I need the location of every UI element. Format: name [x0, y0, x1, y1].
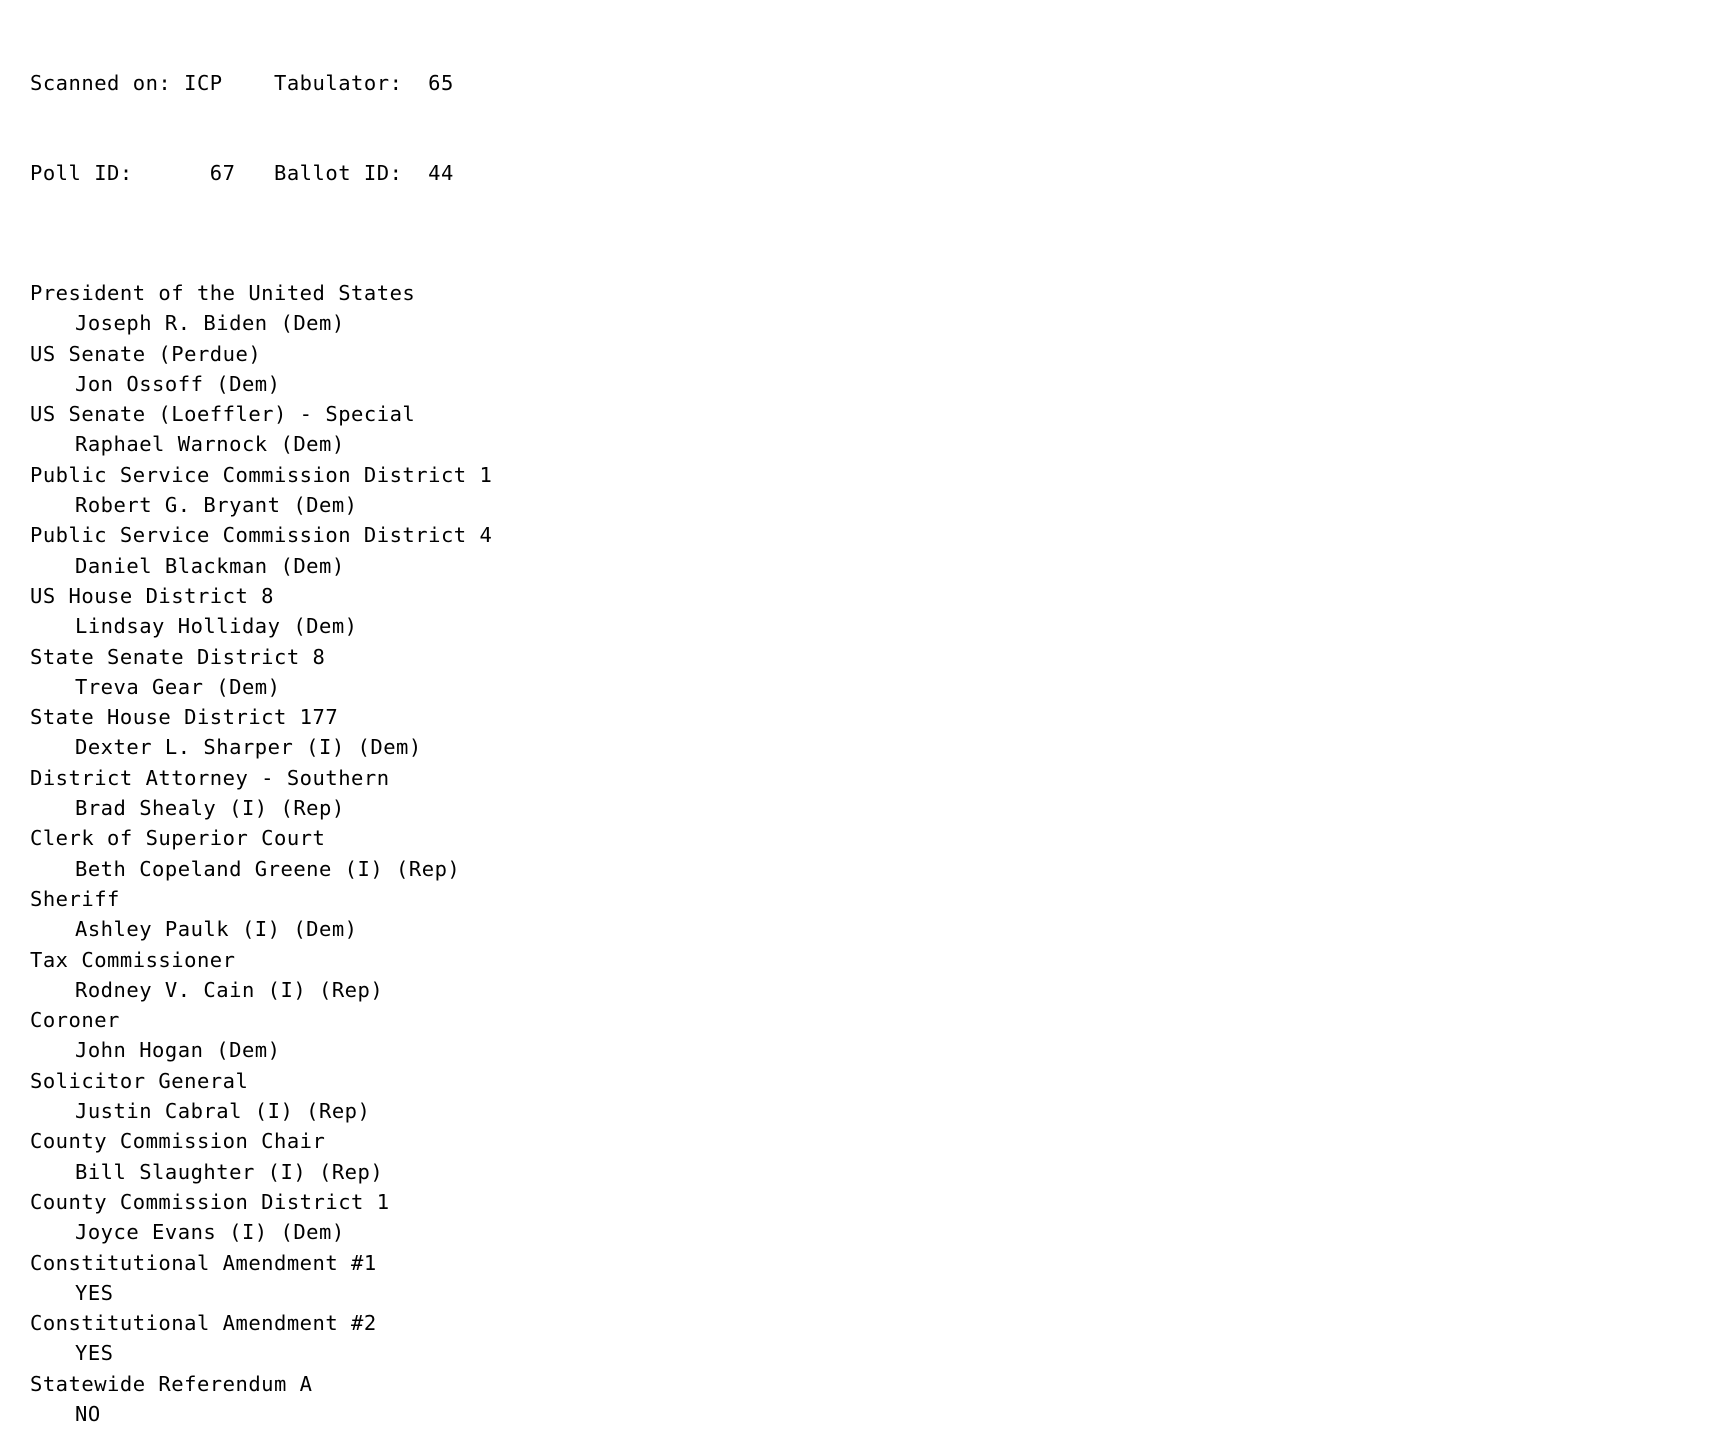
contest-choice: Lindsay Holliday (Dem) — [75, 614, 358, 639]
contest-title: Sheriff — [30, 886, 120, 911]
metadata-contests-spacer — [30, 248, 1728, 278]
contest-list — [30, 278, 1728, 1429]
contest-title: US Senate (Perdue) — [30, 341, 262, 366]
contest-choice: Robert G. Bryant (Dem) — [75, 493, 358, 518]
contest-title: Solicitor General — [30, 1068, 249, 1093]
contest-choice: Brad Shealy (I) (Rep) — [75, 796, 345, 821]
contest-title: US Senate (Loeffler) - Special — [30, 402, 416, 427]
contest-choice: Bill Slaughter (I) (Rep) — [75, 1159, 384, 1184]
ballot-metadata-line-1: Scanned on: ICP Tabulator: 65 — [30, 71, 454, 95]
contest-title: Public Service Commission District 1 — [30, 462, 493, 487]
contest-choice: Beth Copeland Greene (I) (Rep) — [75, 856, 461, 881]
ballot-metadata-line-2: Poll ID: 67 Ballot ID: 44 — [30, 161, 454, 185]
contest-choice: YES — [75, 1280, 114, 1305]
contest-title: Constitutional Amendment #1 — [30, 1250, 377, 1275]
contest-choice: NO — [75, 1401, 101, 1426]
contest-choice: Rodney V. Cain (I) (Rep) — [75, 977, 384, 1002]
contest-title: Public Service Commission District 4 — [30, 523, 493, 548]
contest-title: Coroner — [30, 1008, 120, 1033]
contest-choice: Treva Gear (Dem) — [75, 674, 281, 699]
contest-title: State House District 177 — [30, 705, 339, 730]
contest-choice: Joseph R. Biden (Dem) — [75, 311, 345, 336]
contest-title: Statewide Referendum A — [30, 1371, 313, 1396]
contest-choice: Justin Cabral (I) (Rep) — [75, 1099, 371, 1124]
contest-title: State Senate District 8 — [30, 644, 326, 669]
contest-title: Tax Commissioner — [30, 947, 236, 972]
contest-choice: Jon Ossoff (Dem) — [75, 371, 281, 396]
contest-title: Constitutional Amendment #2 — [30, 1311, 377, 1336]
contest-title: County Commission Chair — [30, 1129, 326, 1154]
contest-title: US House District 8 — [30, 583, 274, 608]
contest-choice: YES — [75, 1341, 114, 1366]
ballot-metadata-block — [30, 8, 1728, 248]
contest-title: Clerk of Superior Court — [30, 826, 326, 851]
contest-title: District Attorney - Southern — [30, 765, 390, 790]
contest-choice: Dexter L. Sharper (I) (Dem) — [75, 735, 422, 760]
contest-title: President of the United States — [30, 281, 416, 305]
contest-choice: John Hogan (Dem) — [75, 1038, 281, 1063]
contest-title: County Commission District 1 — [30, 1189, 390, 1214]
contest-choice: Raphael Warnock (Dem) — [75, 432, 345, 457]
contest-choice: Daniel Blackman (Dem) — [75, 553, 345, 578]
contest-choice: Ashley Paulk (I) (Dem) — [75, 917, 358, 942]
contest-choice: Joyce Evans (I) (Dem) — [75, 1220, 345, 1245]
